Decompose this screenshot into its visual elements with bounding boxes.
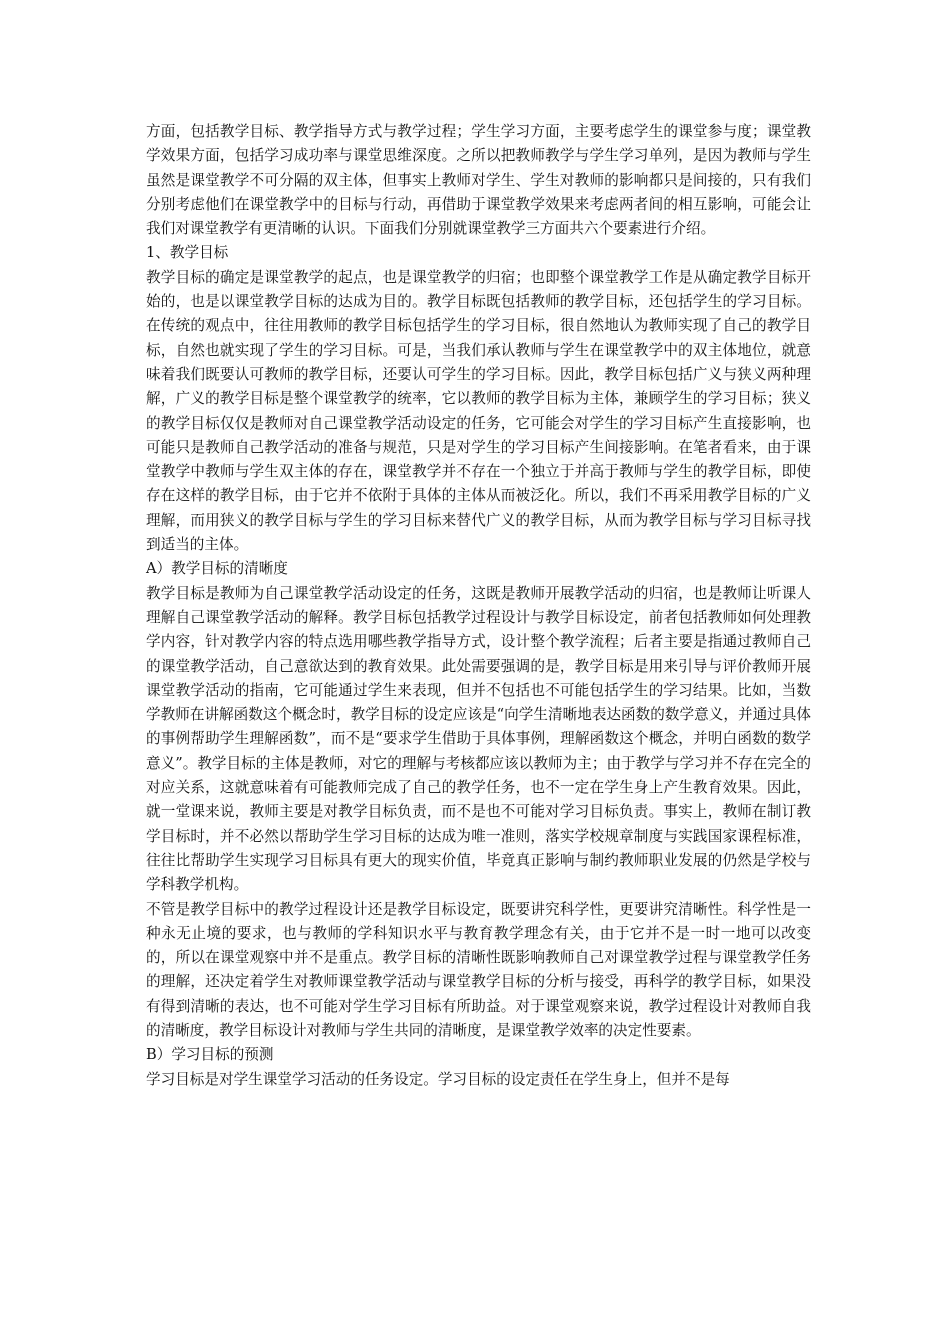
paragraph-learning-goals: 学习目标是对学生课堂学习活动的任务设定。学习目标的设定责任在学生身上，但并不是每 xyxy=(146,1070,730,1088)
heading-learning-goal-prediction: B）学习目标的预测 xyxy=(146,1046,274,1064)
paragraph-intro: 方面，包括教学目标、教学指导方式与教学过程；学生学习方面，主要考虑学生的课堂参与度；课堂教学效果方面，包括学习成功率与课堂思维深度。之所以把教师教学与学生学习单列，是因为教师与学生虽然是课堂教学不可分隔的双主体，但事实上教师对学生、学生对教师的影响都只是间接的，只有我们分别考虑他们在课堂教学中的目标与行动，再借助于课堂教学效果来考虑两者间的相互影响，可能会让我们对课堂教学有更清晰的认识。下面我们分别就课堂教学三方面共六个要素进行介绍。 xyxy=(146,123,811,238)
heading-teaching-goals: 1、教学目标 xyxy=(146,244,229,262)
paragraph-goal-clarity: 教学目标是教师为自己课堂教学活动设定的任务，这既是教师开展教学活动的归宿，也是教师让听课人理解自己课堂教学活动的解释。教学目标包括教学过程设计与教学目标设定，前者包括教师如何处理教学内容，针对教学内容的特点选用哪些教学指导方式，设计整个教学流程；后者主要是指通过教师自己的课堂教学活动，自己意欲达到的教育效果。此处需要强调的是，教学目标是用来引导与评价教师开展课堂教学活动的指南，它可能通过学生来表现，但并不包括也不可能包括学生的学习结果。比如，当数学教师在讲解函数这个概念时，教学目标的设定应该是“向学生清晰地表达函数的数学意义，并通过具体的事例帮助学生理解函数”，而不是“要求学生借助于具体事例，理解函数这个概念，并明白函数的数学意义”。教学目标的主体是教师，对它的理解与考核都应该以教师为主；由于教学与学习并不存在完全的对应关系，这就意味着有可能教师完成了自己的教学任务，也不一定在学生身上产生教育效果。因此，就一堂课来说，教师主要是对教学目标负责，而不是也不可能对学习目标负责。事实上，教师在制订教学目标时，并不必然以帮助学生学习目标的达成为唯一准则，落实学校规章制度与实践国家课程标准，往往比帮助学生实现学习目标具有更大的现实价值，毕竟真正影响与制约教师职业发展的仍然是学校与学科教学机构。 xyxy=(146,584,811,894)
paragraph-teaching-goals: 教学目标的确定是课堂教学的起点，也是课堂教学的归宿；也即整个课堂教学工作是从确定教学目标开始的，也是以课堂教学目标的达成为目的。教学目标既包括教师的教学目标，还包括学生的学习目标。在传统的观点中，往往用教师的教学目标包括学生的学习目标，很自然地认为教师实现了自己的教学目标，自然也就实现了学生的学习目标。可是，当我们承认教师与学生在课堂教学中的双主体地位，就意味着我们既要认可教师的教学目标，还要认可学生的学习目标。因此，教学目标包括广义与狭义两种理解，广义的教学目标是整个课堂教学的统率，它以教师的教学目标为主体，兼顾学生的学习目标；狭义的教学目标仅仅是教师对自己课堂教学活动设定的任务，它可能会对学生的学习目标产生直接影响，也可能只是教师自己教学活动的准备与规范，只是对学生的学习目标产生间接影响。在笔者看来，由于课堂教学中教师与学生双主体的存在，课堂教学并不存在一个独立于并高于教师与学生的教学目标，即使存在这样的教学目标，由于它并不依附于具体的主体从而被泛化。所以，我们不再采用教学目标的广义理解，而用狭义的教学目标与学生的学习目标来替代广义的教学目标，从而为教学目标与学习目标寻找到适当的主体。 xyxy=(146,268,811,554)
document-page xyxy=(146,120,811,1092)
paragraph-scientific-clarity: 不管是教学目标中的教学过程设计还是教学目标设定，既要讲究科学性，更要讲究清晰性。科学性是一种永无止境的要求，也与教师的学科知识水平与教育教学理念有关，由于它并不是一时一地可以改变的，所以在课堂观察中并不是重点。教学目标的清晰性既影响教师自己对课堂教学过程与课堂教学任务的理解，还决定着学生对教师课堂教学活动与课堂教学目标的分析与接受，再科学的教学目标，如果没有得到清晰的表达，也不可能对学生学习目标有所助益。对于课堂观察来说，教学过程设计对教师自我的清晰度，教学目标设计对教师与学生共同的清晰度，是课堂教学效率的决定性要素。 xyxy=(146,900,811,1039)
heading-goal-clarity: A）教学目标的清晰度 xyxy=(146,560,288,578)
